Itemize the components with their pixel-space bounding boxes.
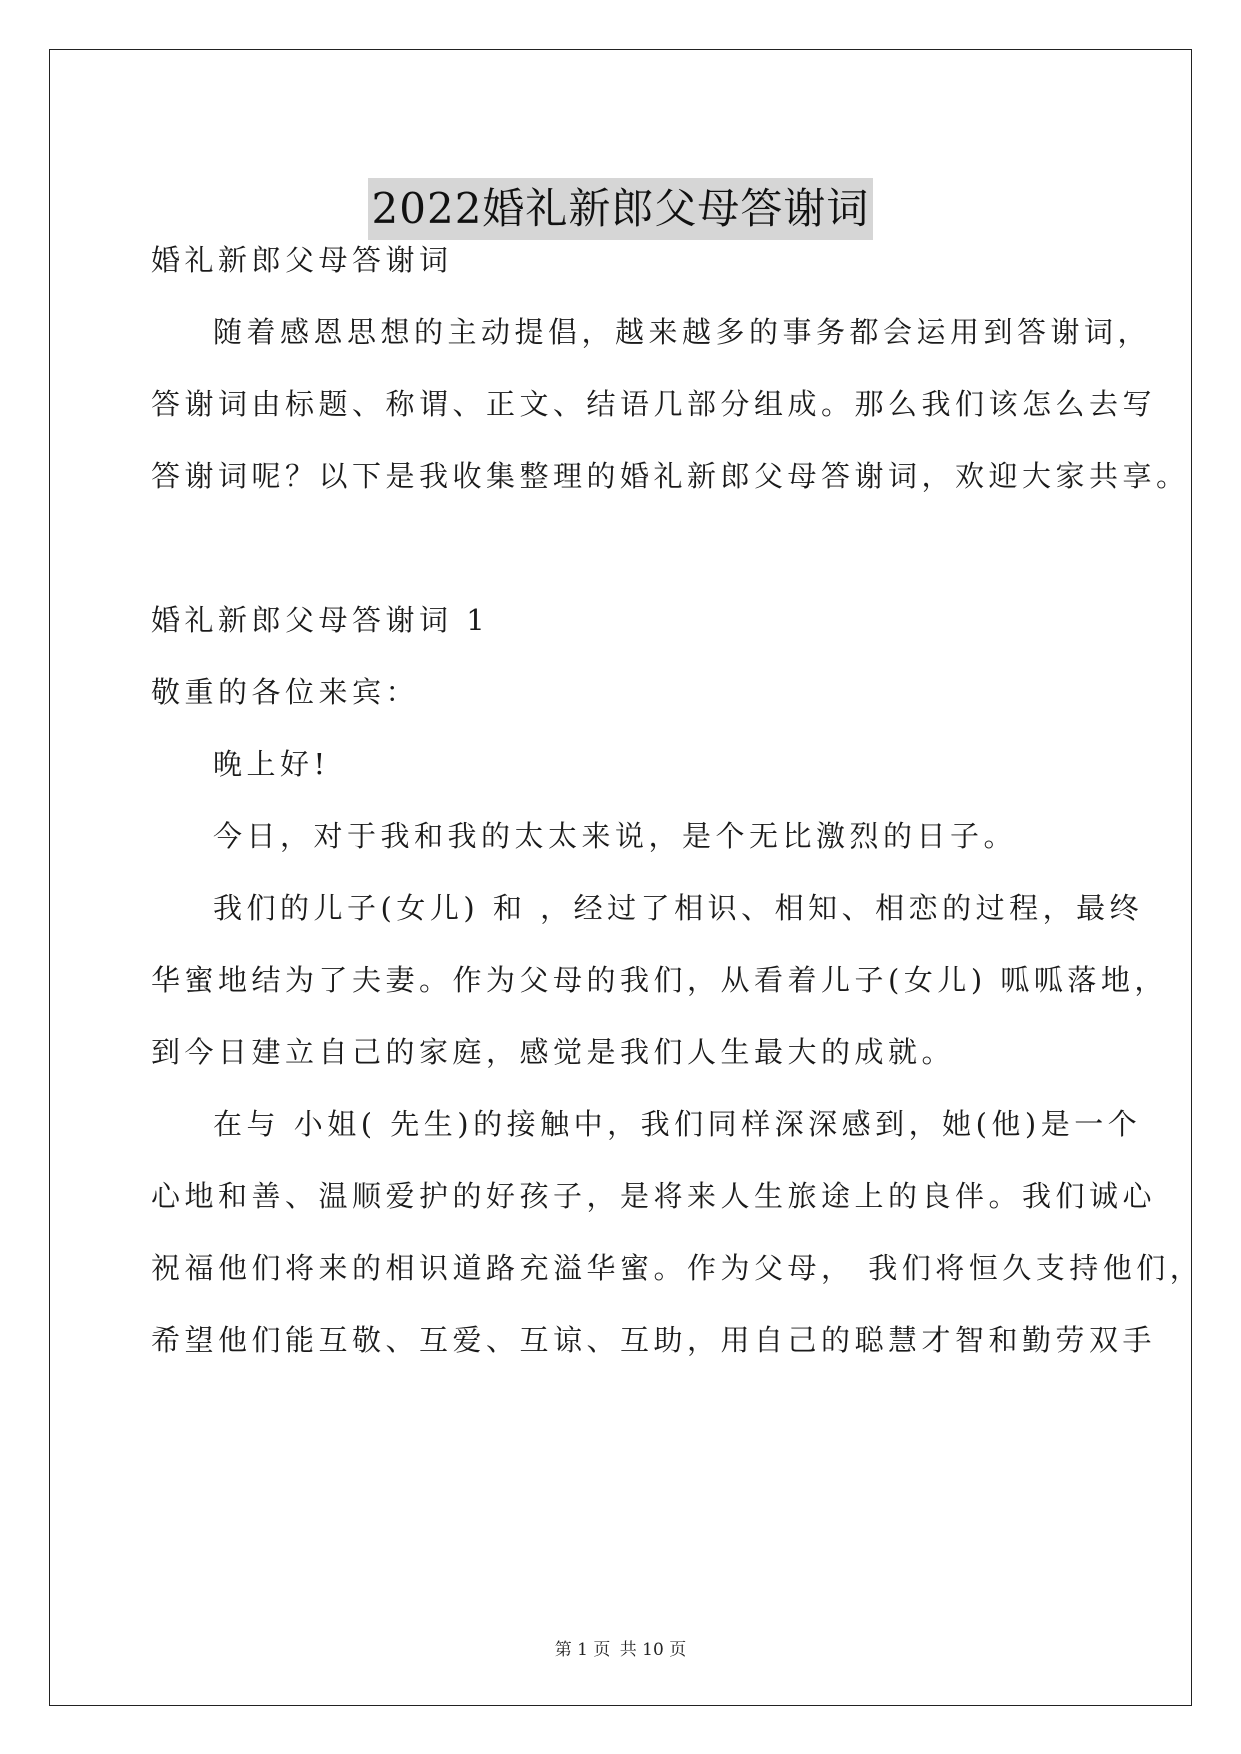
paragraph-line: 我们的儿子(女儿) 和 ，经过了相识、相知、相恋的过程，最终 (213, 891, 1144, 925)
paragraph-line: 答谢词由标题、称谓、正文、结语几部分组成。那么我们该怎么去写 (151, 387, 1157, 421)
page-footer (0, 1638, 1241, 1662)
paragraph-line: 华蜜地结为了夫妻。作为父母的我们，从看着儿子(女儿) 呱呱落地， (151, 963, 1168, 997)
paragraph-line: 随着感恩思想的主动提倡，越来越多的事务都会运用到答谢词， (213, 315, 1152, 349)
paragraph-line: 祝福他们将来的相识道路充溢华蜜。作为父母， 我们将恒久支持他们， (151, 1251, 1204, 1285)
salutation-line: 敬重的各位来宾： (151, 675, 420, 709)
document-title: 2022婚礼新郎父母答谢词 (368, 178, 874, 240)
section-heading: 婚礼新郎父母答谢词 1 (151, 603, 490, 637)
paragraph-line: 希望他们能互敬、互爱、互谅、互助，用自己的聪慧才智和勤劳双手 (151, 1323, 1157, 1357)
paragraph-line: 答谢词呢？以下是我收集整理的婚礼新郎父母答谢词，欢迎大家共享。 (151, 459, 1190, 493)
paragraph-line: 在与 小姐( 先生)的接触中，我们同样深深感到，她(他)是一个 (213, 1107, 1142, 1141)
page-border (49, 49, 1192, 1706)
paragraph-line: 今日，对于我和我的太太来说，是个无比激烈的日子。 (213, 819, 1018, 853)
greeting-line: 晚上好! (213, 747, 330, 781)
page-number: 第 1 页 (554, 1640, 611, 1660)
page-total: 共 10 页 (619, 1640, 687, 1660)
paragraph-line: 到今日建立自己的家庭，感觉是我们人生最大的成就。 (151, 1035, 956, 1069)
paragraph-line: 心地和善、温顺爱护的好孩子，是将来人生旅途上的良伴。我们诚心 (151, 1179, 1157, 1213)
subtitle-line: 婚礼新郎父母答谢词 (151, 243, 453, 277)
